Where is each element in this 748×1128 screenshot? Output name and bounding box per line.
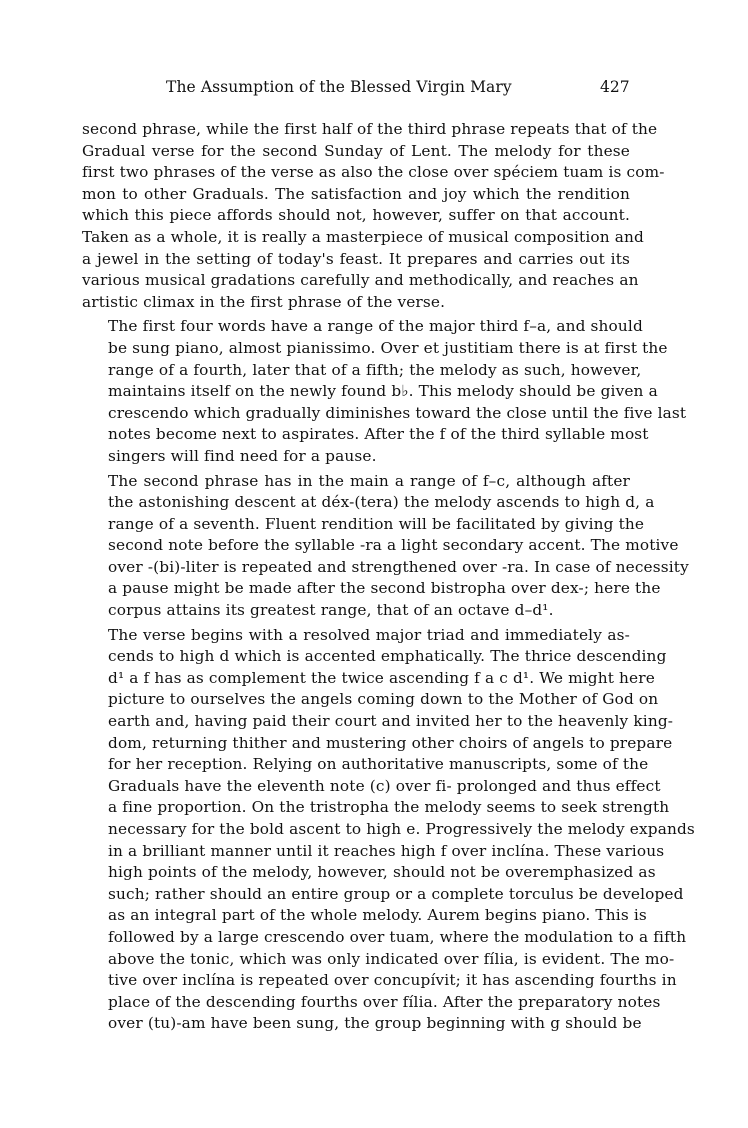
text-line: earth and, having paid their court and invited her to the heavenly king-: [108, 712, 674, 731]
text-line: a pause might be made after the second bistropha over dex-; here the: [108, 579, 661, 598]
text-line: dom, returning thither and mustering other choirs of angels to prepare: [108, 733, 673, 752]
running-title: The Assumption of the Blessed Virgin Mary: [166, 78, 512, 96]
text-line: as an integral part of the whole melody. Aurem begins piano. This is: [108, 906, 647, 925]
text-line: notes become next to aspirates. After the f of the third syllable most: [108, 425, 649, 444]
text-line: Taken as a whole, it is really a masterpiece of musical composition and: [82, 227, 644, 246]
text-line: necessary for the bold ascent to high e. Progressively the melody expands: [108, 820, 695, 838]
text-line: over -(bi)-liter is repeated and strengthened over -ra. In case of necessity: [108, 557, 689, 576]
text-line: for her reception. Relying on authoritative manuscripts, some of the: [108, 755, 649, 774]
paragraph: [82, 119, 665, 313]
text-line: d¹ a f has as complement the twice ascending f a c d¹. We might here: [108, 668, 655, 687]
page-number: 427: [600, 78, 630, 96]
text-line: The verse begins with a resolved major triad and immediately as-: [108, 625, 630, 644]
text-line: The first four words have a range of the major third f–a, and should: [108, 317, 643, 336]
text-line: first two phrases of the verse as also the close over spéciem tuam is com-: [82, 163, 665, 182]
text-line: be sung piano, almost pianissimo. Over et justitiam there is at first the: [108, 338, 668, 357]
text-line: various musical gradations carefully and methodically, and reaches an: [82, 271, 639, 290]
text-line: artistic climax in the first phrase of the verse.: [82, 292, 446, 311]
text-line: corpus attains its greatest range, that of an octave d–d¹.: [108, 601, 554, 620]
text-line: followed by a large crescendo over tuam, where the modulation to a fifth: [108, 927, 687, 946]
text-line: picture to ourselves the angels coming down to the Mother of God on: [108, 690, 659, 709]
text-line: cends to high d which is accented emphatically. The thrice descending: [108, 647, 667, 666]
paragraph: [82, 471, 689, 622]
text-line: range of a fourth, later that of a fifth; the melody as such, however,: [108, 360, 642, 379]
paragraph: [82, 625, 695, 1035]
paragraph: [82, 316, 687, 467]
text-line: second note before the syllable -ra a light secondary accent. The motive: [108, 536, 679, 555]
running-head: [0, 78, 748, 100]
text-line: which this piece affords should not, however, suffer on that account.: [82, 206, 630, 225]
text-line: high points of the melody, however, should not be overemphasized as: [108, 863, 656, 882]
text-line: the astonishing descent at déx-(tera) the melody ascends to high d, a: [108, 493, 655, 512]
text-line: second phrase, while the first half of the third phrase repeats that of the: [82, 120, 658, 138]
body-text: [82, 119, 695, 1035]
text-line: mon to other Graduals. The satisfaction and joy which the rendition: [82, 184, 630, 203]
text-line: maintains itself on the newly found b♭. This melody should be given a: [108, 382, 658, 401]
text-line: a jewel in the setting of today's feast. It prepares and carries out its: [82, 249, 630, 268]
text-line: The second phrase has in the main a range of f–c, although after: [108, 471, 630, 490]
text-line: Gradual verse for the second Sunday of Lent. The melody for these: [82, 141, 630, 160]
text-line: in a brilliant manner until it reaches high f over inclína. These various: [108, 841, 665, 860]
text-line: a fine proportion. On the tristropha the melody seems to seek strength: [108, 798, 670, 817]
text-line: crescendo which gradually diminishes toward the close until the five last: [108, 403, 687, 422]
text-line: singers will find need for a pause.: [108, 446, 377, 465]
text-line: over (tu)-am have been sung, the group beginning with g should be: [108, 1014, 642, 1033]
text-line: Graduals have the eleventh note (c) over fi- prolonged and thus effect: [108, 776, 661, 795]
text-line: such; rather should an entire group or a complete torculus be developed: [108, 884, 684, 903]
text-line: tive over inclína is repeated over concupívit; it has ascending fourths in: [108, 971, 677, 990]
text-line: range of a seventh. Fluent rendition will be facilitated by giving the: [108, 514, 645, 533]
text-line: above the tonic, which was only indicated over fília, is evident. The mo-: [108, 949, 675, 968]
text-line: place of the descending fourths over fília. After the preparatory notes: [108, 992, 661, 1011]
